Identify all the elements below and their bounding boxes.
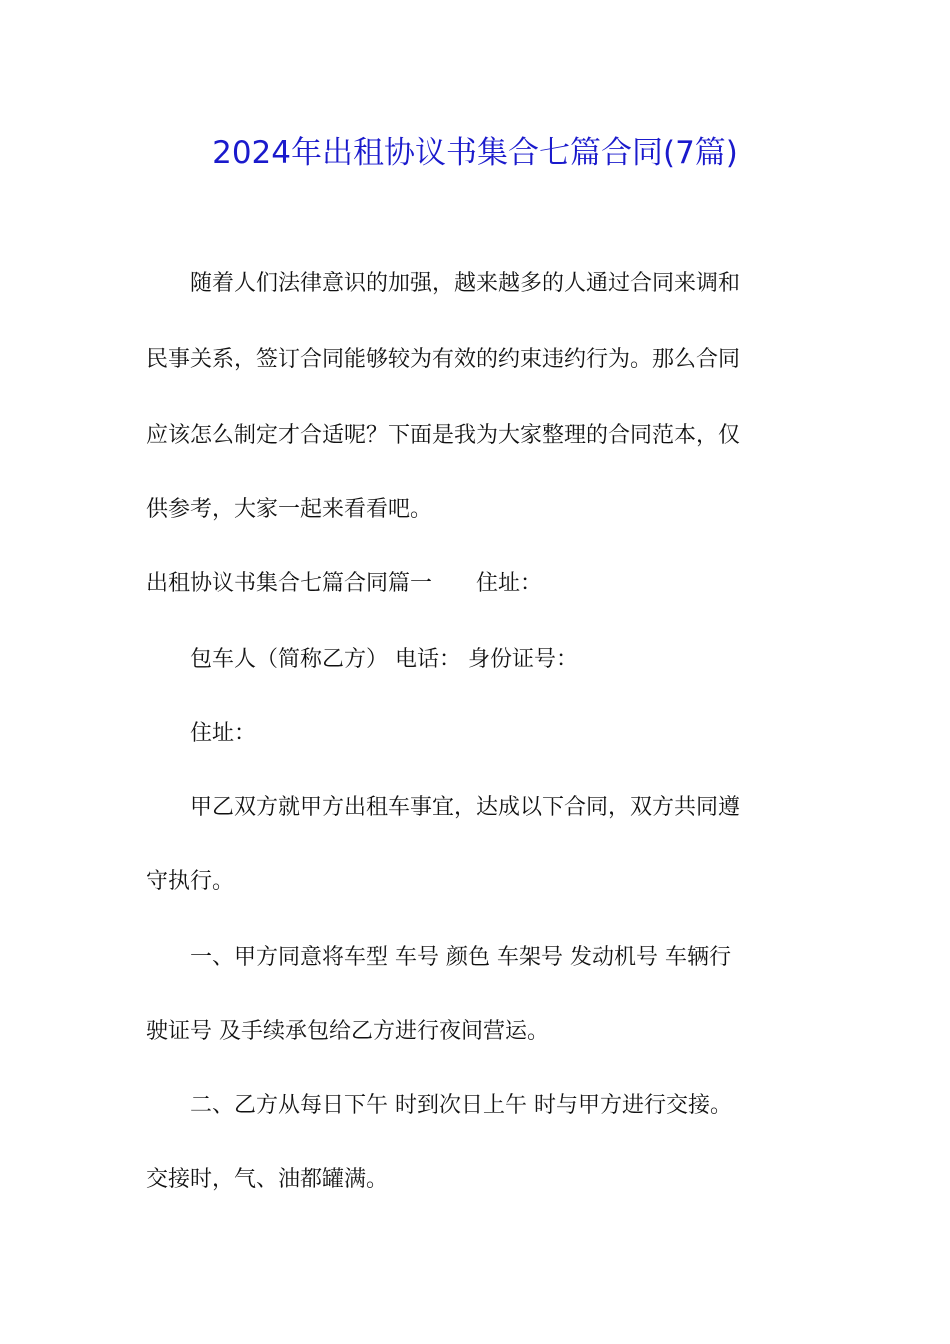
body-line: 一、甲方同意将车型 车号 颜色 车架号 发动机号 车辆行 — [146, 945, 731, 970]
section-heading: 出租协议书集合七篇合同篇一 住址： — [146, 571, 543, 596]
body-line: 甲乙双方就甲方出租车事宜，达成以下合同，双方共同遵 — [146, 795, 741, 820]
document-title: 2024年出租协议书集合七篇合同(7篇) — [212, 135, 738, 171]
body-line: 随着人们法律意识的加强，越来越多的人通过合同来调和 — [146, 271, 741, 296]
body-line: 住址： — [146, 721, 257, 746]
body-line: 民事关系，签订合同能够较为有效的约束违约行为。那么合同 — [146, 347, 741, 372]
body-line: 驶证号 及手续承包给乙方进行夜间营运。 — [146, 1019, 549, 1044]
body-line: 供参考，大家一起来看看吧。 — [146, 497, 433, 522]
body-line: 应该怎么制定才合适呢？下面是我为大家整理的合同范本，仅 — [146, 423, 741, 448]
body-line: 二、乙方从每日下午 时到次日上午 时与甲方进行交接。 — [146, 1093, 732, 1118]
body-line: 包车人（简称乙方） 电话： 身份证号： — [146, 647, 578, 672]
body-line: 守执行。 — [146, 869, 235, 894]
body-line: 交接时，气、油都罐满。 — [146, 1167, 389, 1192]
